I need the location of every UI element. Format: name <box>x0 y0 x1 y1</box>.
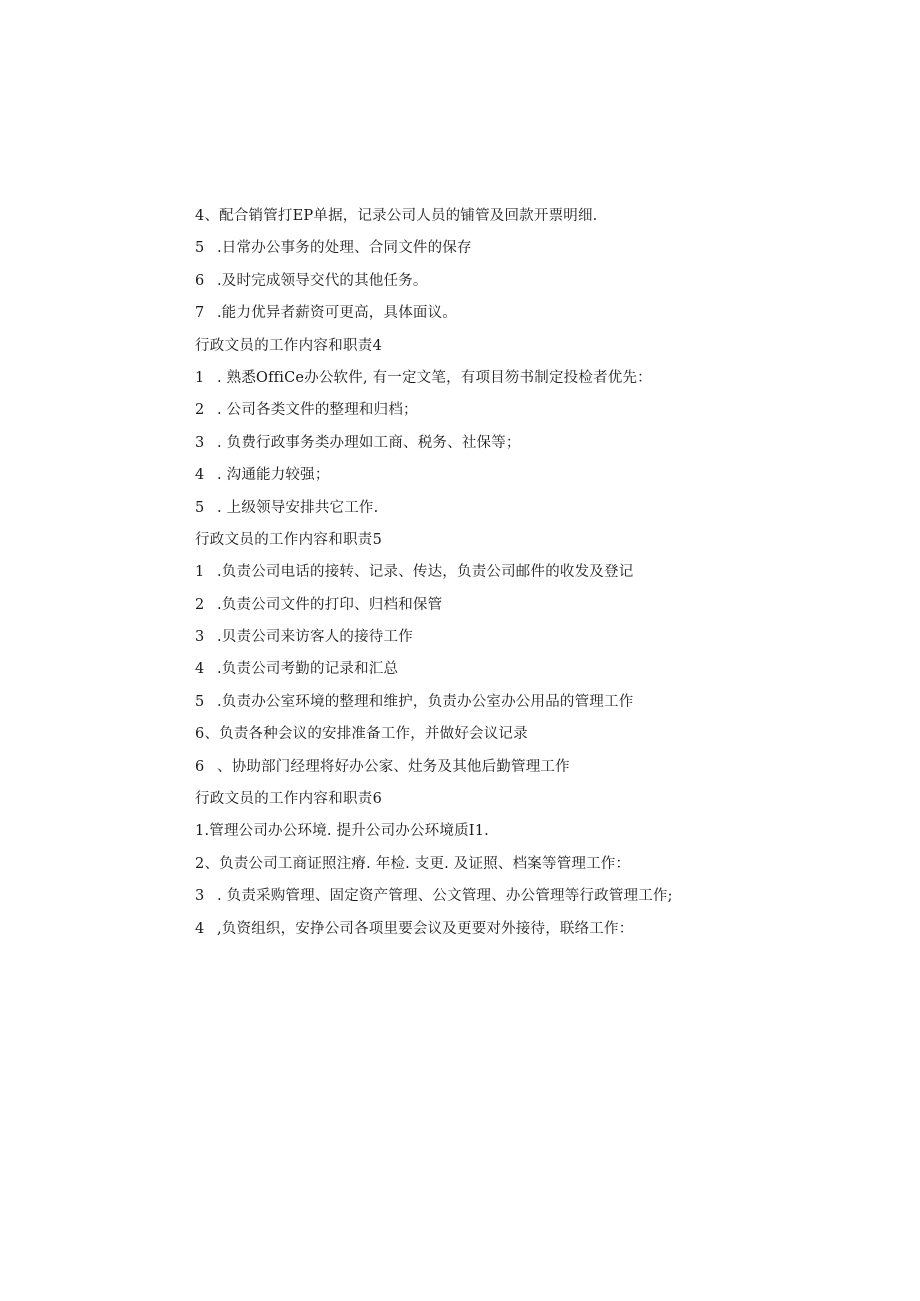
list-item <box>195 556 895 588</box>
item-number: 1 <box>195 369 205 386</box>
item-number: 3 <box>195 434 205 451</box>
item-number: 6 <box>195 758 205 775</box>
section-heading <box>195 524 895 556</box>
list-item <box>195 394 895 426</box>
item-number: 2 <box>195 596 205 613</box>
list-item <box>195 880 895 912</box>
item-text: ,负资组织，安挣公司各项里要会议及更要对外接待，联络工作： <box>217 920 634 937</box>
item-number: 1 <box>195 564 205 581</box>
list-item <box>195 200 895 232</box>
item-text: . 沟通能力较强； <box>217 467 330 484</box>
item-number: 1 <box>195 823 205 840</box>
item-text: .能力优异者薪资可更高，具体面议。 <box>217 305 458 322</box>
item-number: 5 <box>195 240 205 257</box>
item-text: . 负责采购管理、固定资产管理、公文管理、办公管理等行政管理工作; <box>217 888 673 905</box>
item-number: 4 <box>195 208 205 224</box>
item-text: . 负费行政事务类办理如工商、税务、社保等； <box>217 434 521 451</box>
item-number: 3 <box>195 888 205 905</box>
item-text: .贝责公司来访客人的接待工作 <box>217 629 413 646</box>
section-heading-text: 行政文员的工作内容和职责6 <box>195 791 383 808</box>
item-number: 3 <box>195 629 205 646</box>
list-item <box>195 686 895 718</box>
item-number: 5 <box>195 499 205 516</box>
list-item <box>195 815 895 847</box>
item-text: .日常办公事务的处理、合同文件的保存 <box>217 240 472 257</box>
list-item <box>195 265 895 297</box>
list-item <box>195 589 895 621</box>
list-item <box>195 751 895 783</box>
item-number: 2 <box>195 402 205 419</box>
item-number: 4 <box>195 920 205 937</box>
item-text: 、负责公司工商证照注瘠. 年检. 支更. 及证照、档案等管理工作： <box>204 855 631 872</box>
item-text: .及时完成领导交代的其他任务。 <box>217 272 428 289</box>
item-number: 4 <box>195 661 205 678</box>
item-number: 7 <box>195 305 205 322</box>
item-text: 、负责各种会议的安排准备工作，并做好会议记录 <box>204 726 528 743</box>
list-item <box>195 362 895 394</box>
list-item <box>195 492 895 524</box>
section-heading-text: 行政文员的工作内容和职责5 <box>195 531 383 548</box>
list-item <box>195 913 895 945</box>
list-item <box>195 427 895 459</box>
section-heading <box>195 330 895 362</box>
item-text: .管理公司办公环境. 提升公司办公环境质I1. <box>204 823 489 840</box>
item-text: .负责办公室环境的整理和维护，负责办公室办公用品的管理工作 <box>217 693 634 710</box>
item-text: . 公司各类文件的整理和归档； <box>217 402 418 419</box>
item-text: 、配合销管打EP单据，记录公司人员的铺管及回款开票明细. <box>204 208 598 224</box>
item-text: . 熟悉OffiCe办公软件, 有一定文笔，有项目笏书制定投检者优先： <box>217 369 652 386</box>
list-item <box>195 653 895 685</box>
section-heading <box>195 783 895 815</box>
item-number: 2 <box>195 855 205 872</box>
section-heading-text: 行政文员的工作内容和职责4 <box>195 337 383 354</box>
item-number: 5 <box>195 693 205 710</box>
document-body <box>195 200 895 945</box>
item-text: .负责公司文件的打印、归档和保管 <box>217 596 443 613</box>
list-item <box>195 232 895 264</box>
list-item <box>195 621 895 653</box>
item-text: 、协助部门经理将好办公家、灶务及其他后勤管理工作 <box>217 758 570 775</box>
item-number: 6 <box>195 272 205 289</box>
list-item <box>195 848 895 880</box>
list-item <box>195 297 895 329</box>
list-item <box>195 718 895 750</box>
item-number: 4 <box>195 467 205 484</box>
item-text: .负责公司考勤的记录和汇总 <box>217 661 399 678</box>
item-text: .负责公司电话的接转、记录、传达，负责公司邮件的收发及登记 <box>217 564 634 581</box>
item-text: . 上级领导安排共它工作. <box>217 499 379 516</box>
item-number: 6 <box>195 726 205 743</box>
list-item <box>195 459 895 491</box>
